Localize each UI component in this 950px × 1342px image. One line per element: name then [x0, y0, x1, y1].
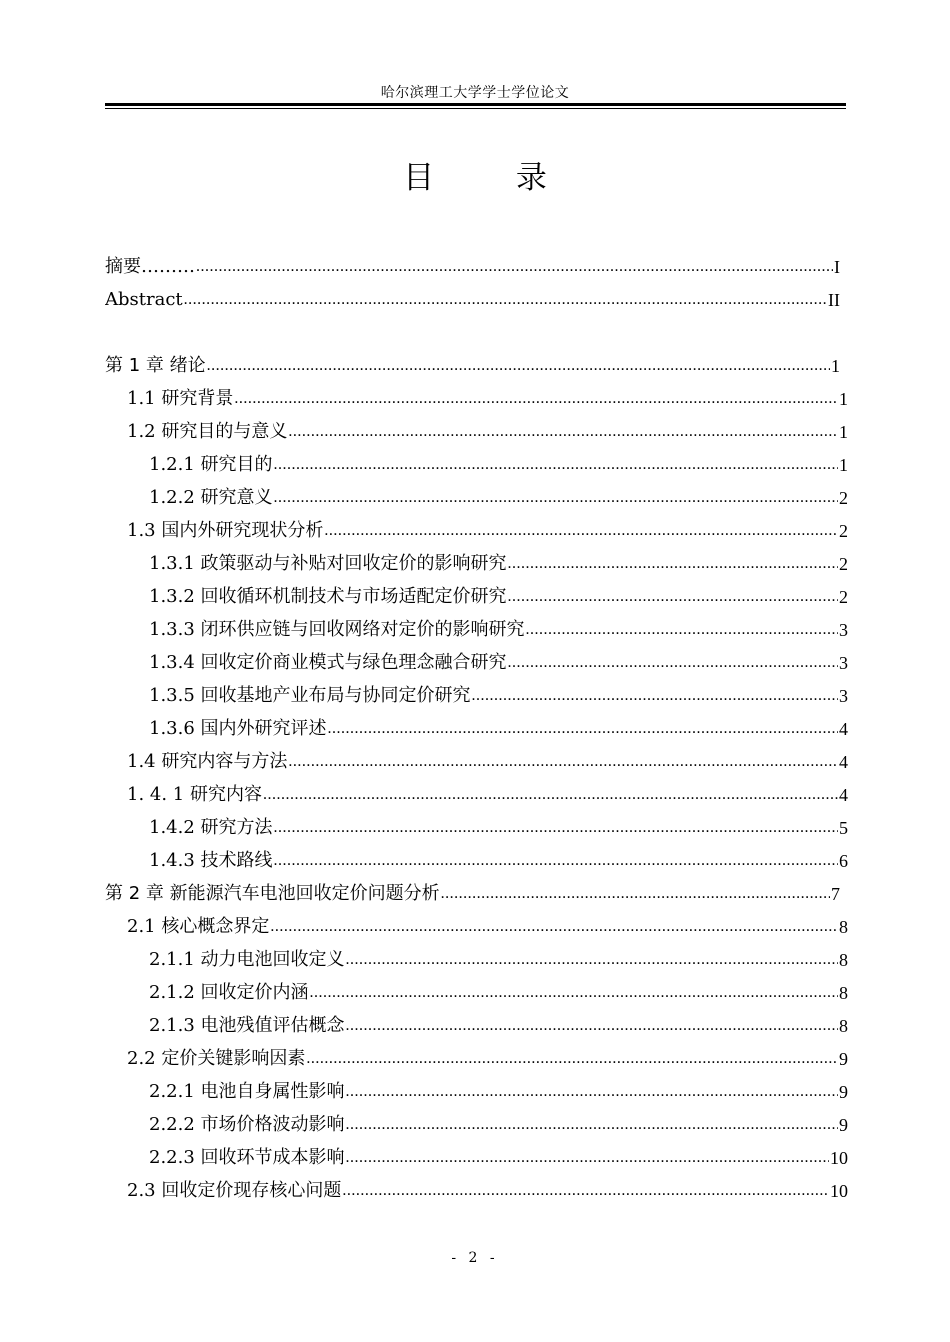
toc-entry-page: 1: [839, 422, 848, 442]
leader-dots: [274, 487, 838, 509]
leader-dots: [508, 586, 838, 608]
toc-entry-label: 第 1 章 绪论: [105, 355, 206, 376]
toc-entry-page: 6: [839, 851, 848, 871]
leader-dots: [288, 751, 838, 773]
leader-dots: [270, 916, 838, 938]
toc-entry-label: 1.3.2 回收循环机制技术与市场适配定价研究: [149, 586, 507, 607]
leader-dots: [346, 1147, 829, 1169]
toc-entry[interactable]: [105, 840, 848, 872]
toc-entry-label: 2.3 回收定价现存核心问题: [127, 1180, 342, 1201]
toc-entry[interactable]: [105, 1137, 848, 1169]
toc-entry-label: 第 2 章 新能源汽车电池回收定价问题分析: [105, 883, 440, 904]
toc-entry-page: 1: [831, 356, 840, 376]
leader-dots: [234, 388, 838, 410]
toc-entry-page: 4: [839, 719, 848, 739]
toc-entry-label: Abstract: [105, 289, 183, 310]
toc-entry[interactable]: [105, 675, 848, 707]
header-rule-thin: [105, 108, 846, 109]
toc-entry-page: 7: [831, 884, 840, 904]
toc-entry-page: 1: [839, 389, 848, 409]
leader-dots: [526, 619, 838, 641]
toc-entry-label: 2.1.3 电池残值评估概念: [149, 1015, 345, 1036]
toc-entry-page: 8: [839, 1016, 848, 1036]
toc-entry[interactable]: [105, 378, 848, 410]
leader-dots: [342, 1180, 829, 1202]
toc-entry-label: 2.1.1 动力电池回收定义: [149, 949, 345, 970]
toc-entry-label: 1.3 国内外研究现状分析: [127, 520, 324, 541]
toc-entry-label: 2.2.3 回收环节成本影响: [149, 1147, 345, 1168]
leader-dots: [441, 883, 830, 905]
toc-entry-page: 5: [839, 818, 848, 838]
leader-dots: [346, 1015, 838, 1037]
toc-entry-page: I: [834, 257, 840, 277]
toc-entry-page: 3: [839, 620, 848, 640]
toc-entry-label: 1.3.3 闭环供应链与回收网络对定价的影响研究: [149, 619, 525, 640]
toc-entry[interactable]: [105, 543, 848, 575]
toc-entry-page: 10: [830, 1148, 848, 1168]
leader-dots: [196, 256, 833, 278]
toc-entry[interactable]: [105, 411, 848, 443]
leader-dots: [184, 289, 827, 311]
toc-entry[interactable]: [105, 576, 848, 608]
leader-dots: [274, 817, 838, 839]
toc-entry[interactable]: [105, 1104, 848, 1136]
toc-entry-label: 1.4 研究内容与方法: [127, 751, 288, 772]
toc-entry[interactable]: [105, 510, 848, 542]
toc-entry[interactable]: [105, 477, 848, 509]
toc-entry-label: 1.2 研究目的与意义: [127, 421, 288, 442]
toc-entry-label: 2.1 核心概念界定: [127, 916, 270, 937]
header-rule-thick: [105, 103, 846, 106]
toc-entry-page: 9: [839, 1115, 848, 1135]
page-number: - 2 -: [451, 1250, 499, 1266]
toc-entry-page: 4: [839, 752, 848, 772]
leader-dots: [346, 1081, 838, 1103]
leader-dots: [306, 1048, 838, 1070]
toc-entry-page: 1: [839, 455, 848, 475]
toc-entry-page: 2: [839, 554, 848, 574]
toc-entry[interactable]: [105, 1005, 848, 1037]
toc-entry-page: 8: [839, 917, 848, 937]
leader-dots: [472, 685, 838, 707]
toc-entry-page: 8: [839, 950, 848, 970]
toc-entry-label: 2.2.2 市场价格波动影响: [149, 1114, 345, 1135]
leader-dots: [274, 850, 838, 872]
toc-entry[interactable]: [105, 444, 848, 476]
toc-entry-page: 9: [839, 1082, 848, 1102]
leader-dots: [346, 949, 838, 971]
toc-entry-label: 1.2.1 研究目的: [149, 454, 273, 475]
toc-entry[interactable]: [105, 972, 848, 1004]
toc-entry-page: 3: [839, 686, 848, 706]
toc-entry-page: 10: [830, 1181, 848, 1201]
leader-dots: [263, 784, 838, 806]
toc-entry[interactable]: [105, 642, 848, 674]
toc-entry-page: 2: [839, 488, 848, 508]
toc-entry[interactable]: [105, 279, 848, 311]
toc-entry-label: 2.1.2 回收定价内涵: [149, 982, 309, 1003]
toc-entry-chapter[interactable]: [105, 345, 848, 377]
toc-entry[interactable]: [105, 774, 848, 806]
toc-entry[interactable]: [105, 807, 848, 839]
leader-dots: [346, 1114, 838, 1136]
toc-entry-label: 1.3.6 国内外研究评述: [149, 718, 327, 739]
leader-dots: [324, 520, 838, 542]
toc-entry-page: 9: [839, 1049, 848, 1069]
toc-entry-chapter[interactable]: [105, 873, 848, 905]
toc-entry-page: 2: [839, 521, 848, 541]
toc-entry[interactable]: [105, 708, 848, 740]
toc-entry-page: 3: [839, 653, 848, 673]
leader-dots: [274, 454, 838, 476]
toc-entry-label: 1.4.3 技术路线: [149, 850, 273, 871]
leader-dots: [310, 982, 838, 1004]
toc-entry-label: 2.2 定价关键影响因素: [127, 1048, 306, 1069]
toc-title: 目 录: [403, 160, 583, 196]
toc-entry[interactable]: [105, 1071, 848, 1103]
leader-dots: [508, 553, 838, 575]
toc-entry-label: 1.3.5 回收基地产业布局与协同定价研究: [149, 685, 471, 706]
toc-entry-label: 1.3.4 回收定价商业模式与绿色理念融合研究: [149, 652, 507, 673]
toc-entry-page: II: [828, 290, 840, 310]
leader-dots: [328, 718, 838, 740]
toc-entry[interactable]: [105, 1170, 848, 1202]
toc-entry-label: 1.3.1 政策驱动与补贴对回收定价的影响研究: [149, 553, 507, 574]
toc-entry-label: 1.4.2 研究方法: [149, 817, 273, 838]
toc-entry[interactable]: [105, 609, 848, 641]
toc-entry[interactable]: [105, 741, 848, 773]
running-header: 哈尔滨理工大学学士学位论文: [380, 85, 570, 101]
toc-entry-label: 1. 4. 1 研究内容: [127, 784, 262, 805]
toc-entry[interactable]: [105, 939, 848, 971]
leader-dots: [288, 421, 838, 443]
toc-entry-page: 4: [839, 785, 848, 805]
toc-entry[interactable]: [105, 906, 848, 938]
toc-entry-label: 1.2.2 研究意义: [149, 487, 273, 508]
toc-entry[interactable]: [105, 246, 848, 278]
toc-entry[interactable]: [105, 1038, 848, 1070]
leader-dots: [207, 355, 830, 377]
toc-entry-label: 2.2.1 电池自身属性影响: [149, 1081, 345, 1102]
toc-entry-label: 1.1 研究背景: [127, 388, 234, 409]
leader-dots: [508, 652, 838, 674]
toc-entry-label: 摘要………: [105, 256, 195, 277]
toc-entry-page: 8: [839, 983, 848, 1003]
toc-entry-page: 2: [839, 587, 848, 607]
